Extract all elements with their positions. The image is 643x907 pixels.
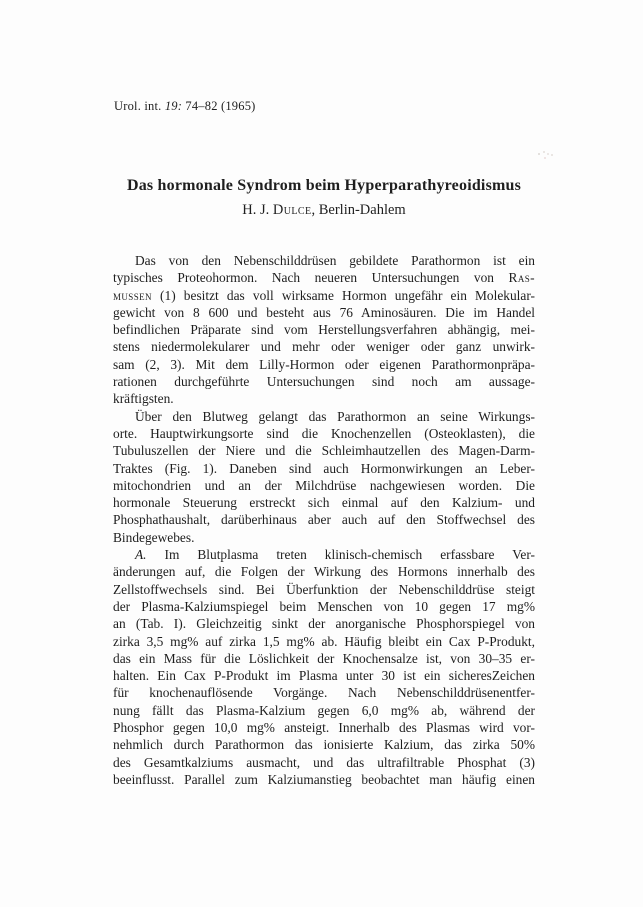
text-line: der Plasma-Kalziumspiegel beim Menschen von 10 gegen 17 mg% (113, 598, 535, 614)
text-line: kräftigsten. (113, 391, 174, 407)
text-line: an (Tab. I). Gleichzeitig sinkt der anorganische Phosphorspiegel von (113, 616, 535, 632)
journal-volume: 19: (164, 99, 186, 113)
text-line: gewicht von 8 600 und besteht aus 76 Aminosäuren. Die im Handel (113, 304, 535, 320)
text-line: halten. Ein Cax P-Produkt im Plasma unter 30 ist ein sicheresZeichen (113, 668, 535, 684)
text-line: Bindegewebes. (113, 529, 195, 545)
text-line: Das von den Nebenschilddrüsen gebildete Parathormon ist ein (135, 253, 535, 268)
journal-name: Urol. int. (114, 99, 165, 113)
text-line: mussen (1) besitzt das voll wirksame Hormon ungefähr ein Molekular- (113, 287, 535, 303)
text-line: Tubuluszellen der Niere und die Schleimhautzellen des Magen-Darm- (113, 443, 535, 459)
text-line: hormonale Steuerung erstreckt sich einmal auf den Kalzium- und (113, 495, 535, 511)
text-line: nehmlich durch Parathormon das ionisierte Kalzium, das zirka 50% (113, 737, 535, 753)
scan-smudge (538, 153, 540, 155)
text-line: mitochondrien und an der Milchdrüse nachgewiesen worden. Die (113, 477, 535, 493)
text-line: sam (2, 3). Mit dem Lilly-Hormon oder eigenen Parathormonpräpa- (113, 356, 535, 372)
text-line: befindlichen Präparate sind vom Herstellungsverfahren abhängig, mei- (113, 322, 535, 338)
text-line: das ein Mass für die Löslichkeit der Knochensalze ist, von 30–35 er- (113, 650, 535, 666)
journal-pages: 74–82 (1965) (185, 99, 256, 113)
author-affiliation: , Berlin-Dahlem (311, 202, 406, 218)
text-line: orte. Hauptwirkungsorte sind die Knochenzellen (Osteoklasten), die (113, 425, 535, 441)
author-initials: H. J. (242, 202, 273, 218)
text-line: Phosphor gegen 10,0 mg% ansteigt. Innerhalb des Plasmas wird vor- (113, 720, 535, 736)
text-line: Phosphathaushalt, darüberhinaus aber auch auf den Stoffwechsel des (113, 512, 535, 528)
article-body (113, 252, 535, 788)
text-line: nung fällt das Plasma-Kalzium gegen 6,0 mg% ab, während der (113, 702, 535, 718)
text-line: stens niedermolekularer und mehr oder weniger oder ganz unwirk- (113, 339, 535, 355)
text-line: Über den Blutweg gelangt das Parathormon an seine Wirkungs- (135, 408, 535, 424)
text-line: Traktes (Fig. 1). Daneben sind auch Hormonwirkungen an Leber- (113, 460, 535, 476)
author-surname: Dulce (272, 202, 312, 218)
text-line: typisches Proteohormon. Nach neueren Untersuchungen von Ras- (113, 270, 535, 286)
text-line: des Gesamtkalziums ausmacht, und das ultrafiltrable Phosphat (3) (113, 754, 535, 770)
author-line (113, 202, 535, 219)
text-line: beeinflusst. Parallel zum Kalziumanstieg beobachtet man häufig einen (113, 771, 535, 787)
text-line: A. Im Blutplasma treten klinisch-chemisch erfassbare Ver- (135, 547, 535, 563)
text-line: rationen durchgeführte Untersuchungen sind noch am aussage- (113, 374, 535, 390)
journal-reference (114, 99, 256, 114)
text-line: zirka 3,5 mg% auf zirka 1,5 mg% ab. Häufig bleibt ein Cax P-Produkt, (113, 633, 535, 649)
text-line: für knochenauflösende Vorgänge. Nach Nebenschilddrüsenentfer- (113, 685, 535, 701)
text-line: änderungen auf, die Folgen der Wirkung des Hormons innerhalb des (113, 564, 535, 580)
text-line: Zellstoffwechsels sind. Bei Überfunktion der Nebenschilddrüse steigt (113, 581, 535, 597)
article-title: Das hormonale Syndrom beim Hyperparathyreoidismus (126, 176, 522, 194)
